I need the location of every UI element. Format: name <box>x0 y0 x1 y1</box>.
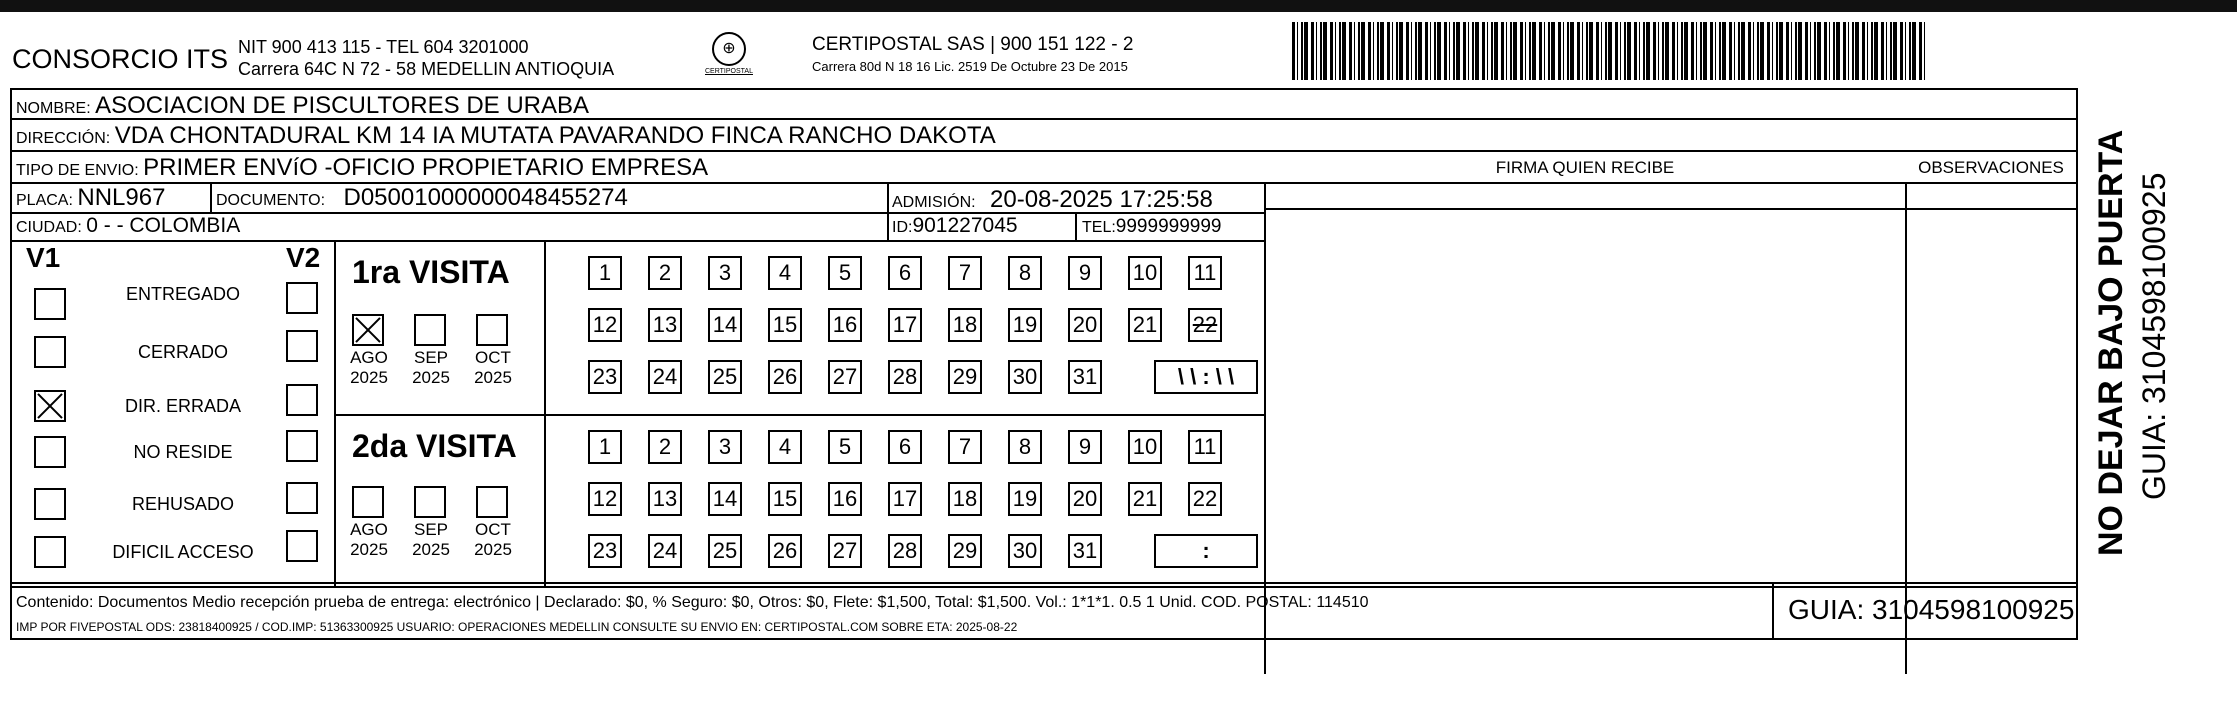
day-box[interactable]: 22 <box>1188 482 1222 516</box>
side-guia: GUIA: 3104598100925 <box>2136 172 2172 500</box>
tel-label: TEL: <box>1082 219 1116 236</box>
second-visit-title: 2da VISITA <box>352 428 517 464</box>
day-box[interactable]: 29 <box>948 360 982 394</box>
v2-checkbox[interactable] <box>286 282 318 314</box>
day-box[interactable]: 26 <box>768 360 802 394</box>
month-year: 2025 <box>474 368 512 387</box>
day-box[interactable]: 9 <box>1068 430 1102 464</box>
day-box[interactable]: 31 <box>1068 534 1102 568</box>
side-warning: NO DEJAR BAJO PUERTA <box>2092 129 2130 556</box>
day-box[interactable]: 2 <box>648 430 682 464</box>
day-box[interactable]: 18 <box>948 308 982 342</box>
day-box[interactable]: 16 <box>828 308 862 342</box>
day-box[interactable]: 2 <box>648 256 682 290</box>
day-box[interactable]: 14 <box>708 308 742 342</box>
day-box[interactable]: 30 <box>1008 360 1042 394</box>
day-box[interactable]: 6 <box>888 430 922 464</box>
day-box[interactable]: 22 <box>1188 308 1222 342</box>
day-box[interactable]: 10 <box>1128 256 1162 290</box>
v2-label: V2 <box>286 242 321 273</box>
month-name: AGO <box>350 348 388 367</box>
nombre-value: ASOCIACION DE PISCULTORES DE URABA <box>95 92 590 119</box>
day-box[interactable]: 27 <box>828 360 862 394</box>
day-box[interactable]: 1 <box>588 256 622 290</box>
day-box[interactable]: 9 <box>1068 256 1102 290</box>
day-box[interactable]: 20 <box>1068 308 1102 342</box>
day-box[interactable]: 16 <box>828 482 862 516</box>
day-box[interactable]: 21 <box>1128 308 1162 342</box>
time-box[interactable]: : <box>1154 534 1258 568</box>
day-box[interactable]: 26 <box>768 534 802 568</box>
day-box[interactable]: 8 <box>1008 256 1042 290</box>
status-label: ENTREGADO <box>125 284 240 304</box>
month-name: OCT <box>475 348 511 367</box>
admision-value: 20-08-2025 17:25:58 <box>990 186 1213 213</box>
status-label: NO RESIDE <box>133 442 233 462</box>
month-checkbox[interactable] <box>476 314 508 346</box>
footer-imp: IMP POR FIVEPOSTAL ODS: 23818400925 / COD.IMP: 51363300925 USUARIO: OPERACIONES MEDELLIN CONSULTE SU ENVIO EN: CERTIPOSTAL.COM SOBRE ETA: 2025-08-22 <box>16 620 1018 634</box>
status-label: DIFICIL ACCESO <box>112 542 254 562</box>
day-box[interactable]: 13 <box>648 482 682 516</box>
top-bar <box>0 0 2237 12</box>
placa-label: PLACA: <box>16 192 73 209</box>
month-label <box>466 520 520 560</box>
day-box[interactable]: 25 <box>708 360 742 394</box>
v1-checkbox[interactable] <box>34 488 66 520</box>
v2-checkbox[interactable] <box>286 384 318 416</box>
day-box[interactable]: 6 <box>888 256 922 290</box>
placa-value: NNL967 <box>77 184 166 211</box>
documento-value: D05001000000048455274 <box>343 184 628 211</box>
day-box[interactable]: 3 <box>708 256 742 290</box>
month-checkbox[interactable] <box>352 486 384 518</box>
month-checkbox[interactable] <box>352 314 384 346</box>
day-box[interactable]: 19 <box>1008 482 1042 516</box>
v1-checkbox[interactable] <box>34 390 66 422</box>
certi-line: CERTIPOSTAL SAS | 900 151 122 - 2 <box>812 34 1134 55</box>
documento-label: DOCUMENTO: <box>216 192 326 209</box>
month-name: SEP <box>413 348 449 367</box>
nombre-label: NOMBRE: <box>16 100 91 117</box>
ciudad-value: 0 - - COLOMBIA <box>86 214 241 237</box>
observaciones-label: OBSERVACIONES <box>1918 158 2064 177</box>
day-box[interactable]: 4 <box>768 256 802 290</box>
v1-checkbox[interactable] <box>34 336 66 368</box>
v1-checkbox[interactable] <box>34 436 66 468</box>
tipo-value: PRIMER ENVíO -OFICIO PROPIETARIO EMPRESA <box>143 154 709 181</box>
id-label: ID: <box>892 219 913 236</box>
month-label <box>404 348 458 388</box>
ciudad-label: CIUDAD: <box>16 219 82 236</box>
day-box[interactable]: 24 <box>648 360 682 394</box>
month-label <box>404 520 458 560</box>
day-box[interactable]: 21 <box>1128 482 1162 516</box>
month-checkbox[interactable] <box>414 486 446 518</box>
day-box[interactable]: 10 <box>1128 430 1162 464</box>
status-label: CERRADO <box>137 342 228 362</box>
v2-checkbox[interactable] <box>286 430 318 462</box>
status-label: DIR. ERRADA <box>124 396 241 416</box>
month-year: 2025 <box>412 540 450 559</box>
address-line: Carrera 64C N 72 - 58 MEDELLIN ANTIOQUIA <box>238 59 615 79</box>
day-box[interactable]: 23 <box>588 534 622 568</box>
day-box[interactable]: 15 <box>768 308 802 342</box>
day-box[interactable]: 17 <box>888 308 922 342</box>
footer-guia: GUIA: 3104598100925 <box>1788 594 2075 625</box>
day-box[interactable]: 19 <box>1008 308 1042 342</box>
day-box[interactable]: 4 <box>768 430 802 464</box>
barcode <box>1292 22 1928 80</box>
company-name: CONSORCIO ITS <box>12 44 229 74</box>
month-name: SEP <box>413 520 449 539</box>
footer-content: Contenido: Documentos Medio recepción prueba de entrega: electrónico | Declarado: $0, % Seguro: $0, Otros: $0, Flete: $1,500, Total: $1,500. Vol.: 1*1*1. 0.5 1 Unid. COD. POSTAL: 114510 <box>16 594 1369 611</box>
day-box[interactable]: 14 <box>708 482 742 516</box>
day-box[interactable]: 7 <box>948 256 982 290</box>
day-box[interactable]: 8 <box>1008 430 1042 464</box>
admision-label: ADMISIÓN: <box>892 194 976 211</box>
certi-address: Carrera 80d N 18 16 Lic. 2519 De Octubre 23 De 2015 <box>812 59 1128 74</box>
day-box[interactable]: 17 <box>888 482 922 516</box>
certipostal-info <box>812 34 1133 78</box>
first-visit-title: 1ra VISITA <box>352 254 510 290</box>
v2-checkbox[interactable] <box>286 482 318 514</box>
id-value: 901227045 <box>912 214 1018 237</box>
month-year: 2025 <box>350 368 388 387</box>
logo-icon: ⊕ <box>712 32 746 66</box>
v1-checkbox[interactable] <box>34 536 66 568</box>
direccion-label: DIRECCIÓN: <box>16 130 111 147</box>
day-box[interactable]: 12 <box>588 482 622 516</box>
day-box[interactable]: 24 <box>648 534 682 568</box>
month-name: OCT <box>475 520 511 539</box>
day-box[interactable]: 20 <box>1068 482 1102 516</box>
day-box[interactable]: 1 <box>588 430 622 464</box>
day-box[interactable]: 23 <box>588 360 622 394</box>
day-box[interactable]: 27 <box>828 534 862 568</box>
day-box[interactable]: 15 <box>768 482 802 516</box>
v2-checkbox[interactable] <box>286 530 318 562</box>
day-box[interactable]: 11 <box>1188 430 1222 464</box>
v1-label: V1 <box>26 242 61 273</box>
tipo-label: TIPO DE ENVIO: <box>16 162 139 179</box>
month-checkbox[interactable] <box>476 486 508 518</box>
month-year: 2025 <box>474 540 512 559</box>
day-box[interactable]: 12 <box>588 308 622 342</box>
day-box[interactable]: 28 <box>888 360 922 394</box>
day-box[interactable]: 28 <box>888 534 922 568</box>
day-box[interactable]: 7 <box>948 430 982 464</box>
day-box[interactable]: 30 <box>1008 534 1042 568</box>
month-name: AGO <box>350 520 388 539</box>
status-label: REHUSADO <box>131 494 234 514</box>
company-info <box>238 36 614 80</box>
logo-caption: CERTIPOSTAL <box>705 68 753 75</box>
v1-checkbox[interactable] <box>34 288 66 320</box>
month-label <box>342 348 396 388</box>
month-year: 2025 <box>412 368 450 387</box>
day-box[interactable]: 31 <box>1068 360 1102 394</box>
day-box[interactable]: 5 <box>828 256 862 290</box>
month-label <box>466 348 520 388</box>
time-box[interactable]: \ \ : \ \ <box>1154 360 1258 394</box>
day-box[interactable]: 5 <box>828 430 862 464</box>
day-box[interactable]: 25 <box>708 534 742 568</box>
direccion-value: VDA CHONTADURAL KM 14 IA MUTATA PAVARANDO FINCA RANCHO DAKOTA <box>114 122 996 149</box>
day-box[interactable]: 18 <box>948 482 982 516</box>
day-box[interactable]: 3 <box>708 430 742 464</box>
month-label <box>342 520 396 560</box>
month-checkbox[interactable] <box>414 314 446 346</box>
day-box[interactable]: 29 <box>948 534 982 568</box>
day-box[interactable]: 11 <box>1188 256 1222 290</box>
nit-line: NIT 900 413 115 - TEL 604 3201000 <box>238 37 529 57</box>
day-box[interactable]: 13 <box>648 308 682 342</box>
month-year: 2025 <box>350 540 388 559</box>
certipostal-logo <box>702 32 756 80</box>
v2-checkbox[interactable] <box>286 330 318 362</box>
tel-value: 9999999999 <box>1115 216 1222 237</box>
firma-label: FIRMA QUIEN RECIBE <box>1495 158 1675 177</box>
